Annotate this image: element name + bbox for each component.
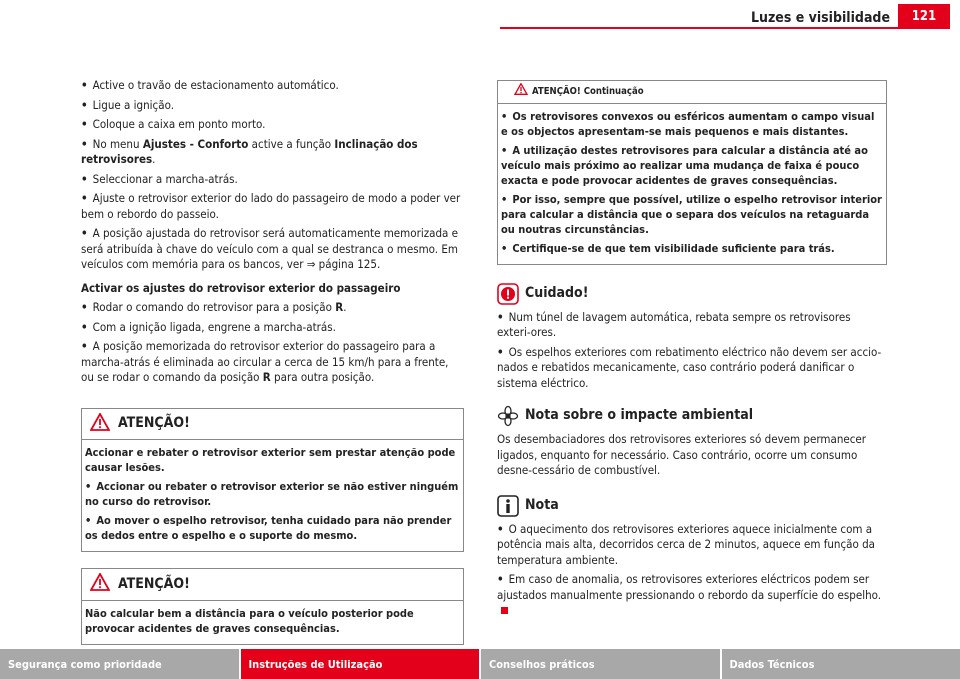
bullet-icon: • [81, 339, 88, 353]
note-heading [497, 495, 887, 517]
caution-heading [497, 283, 887, 305]
warning-header [82, 569, 463, 601]
caution-title: Cuidado! [525, 284, 589, 301]
warning-title: ATENÇÃO! Continuação [532, 86, 644, 97]
left-column [81, 78, 464, 645]
flower-icon [497, 405, 519, 427]
bullet-icon: • [497, 344, 504, 359]
bullet-icon: • [81, 226, 88, 240]
bullet-icon: • [497, 309, 504, 324]
bullet-icon: • [81, 78, 88, 92]
list-item: • Active o travão de estacionamento automático. [81, 78, 339, 92]
bullet-icon: • [497, 521, 504, 536]
list-item: • No menu Ajustes - Conforto active a função Inclinação dos retrovisores. [81, 136, 418, 166]
list-item: • Rodar o comando do retrovisor para a posição R. [81, 300, 347, 314]
page-number: 121 [898, 4, 950, 28]
right-column [497, 78, 887, 623]
tab-instrucoes[interactable]: Instruções de Utilização [241, 649, 480, 679]
bullet-icon: • [81, 171, 88, 186]
bullet-icon: • [501, 192, 508, 206]
list-item: • Ao mover o espelho retrovisor, tenha cuidado para não prender os dedos entre o espelho e o suporte do mesmo. [85, 514, 452, 542]
environment-text: Os desembaciadores dos retrovisores exteriores só devem permanecer ligados, enquanto for necessário. Caso contrário, ocorre um consumo desne-cessário de combustível. [497, 432, 867, 477]
warning-body [82, 601, 463, 644]
warning-intro: Accionar e rebater o retrovisor exterior sem prestar atenção pode causar lesões. [85, 446, 456, 474]
bullet-icon: • [81, 136, 88, 151]
environment-heading [497, 405, 887, 427]
bullet-icon: • [501, 143, 508, 157]
list-item: • Accionar ou rebater o retrovisor exterior se não estiver ninguém no curso do retrovisor. [85, 480, 459, 508]
list-item: • A posição memorizada do retrovisor exterior do passageiro para a marcha-atrás é eliminada ao circular a cerca de 15 km/h para a frente, ou se rodar o comando da posição R para outra posição. [81, 339, 449, 384]
footer-nav [0, 649, 960, 679]
caution-icon [497, 283, 519, 305]
warning-body [82, 440, 463, 551]
warning-box [81, 568, 464, 645]
bullet-icon: • [501, 109, 508, 123]
header-title: Luzes e visibilidade [750, 10, 890, 26]
warning-intro: Não calcular bem a distância para o veículo posterior pode provocar acidentes de graves consequências. [85, 606, 414, 635]
list-item: • Com a ignição ligada, engrene a marcha-atrás. [81, 319, 336, 334]
bullet-icon: • [81, 97, 88, 112]
info-icon [497, 495, 519, 517]
list-item: • Num túnel de lavagem automática, rebata sempre os retrovisores exteri-ores. [497, 309, 851, 339]
bullet-icon: • [501, 241, 508, 255]
warning-body [498, 104, 886, 264]
list-item: • Coloque a caixa em ponto morto. [81, 117, 266, 131]
tab-dados-tecnicos[interactable]: Dados Técnicos [722, 649, 960, 679]
list-item: • A posição ajustada do retrovisor será automaticamente memorizada e será atribuída à chave do veículo com a qual se destranca o mesmo. Em veículos com memória para os bancos, ver ⇒ página 125. [81, 226, 459, 271]
bullet-icon: • [85, 514, 92, 527]
bullet-icon: • [81, 191, 88, 205]
warning-triangle-icon [90, 413, 110, 436]
warning-triangle-icon [90, 573, 110, 596]
subheading: Activar os ajustes do retrovisor exterior do passageiro [81, 280, 401, 295]
warning-triangle-icon [514, 83, 528, 101]
list-item: • Os retrovisores convexos ou esféricos aumentam o campo visual e os objectos apresentam-se mais pequenos e mais distantes. [501, 109, 875, 138]
list-item: • Ligue a ignição. [81, 97, 174, 112]
list-item: • Seleccionar a marcha-atrás. [81, 171, 238, 186]
bullet-icon: • [81, 319, 88, 334]
bullet-icon: • [81, 117, 88, 131]
environment-title: Nota sobre o impacte ambiental [525, 407, 754, 424]
warning-title: ATENÇÃO! [118, 415, 190, 431]
end-marker [501, 607, 508, 614]
bullet-icon: • [85, 480, 92, 493]
list-item: • Em caso de anomalia, os retrovisores exteriores eléctricos podem ser ajustados manualmente pressionando o rebordo da superfície do espelho. [497, 572, 887, 619]
warning-title: ATENÇÃO! [118, 575, 190, 592]
warning-header [82, 409, 463, 441]
list-item: • Por isso, sempre que possível, utilize o espelho retrovisor interior para calcular a distância que o separa dos veículos na retaguarda ou noutras circunstâncias. [501, 192, 882, 236]
list-item: • Ajuste o retrovisor exterior do lado do passageiro de modo a poder ver bem o rebordo do passeio. [81, 191, 461, 221]
bullet-icon: • [81, 300, 88, 314]
bullet-icon: • [497, 572, 504, 586]
list-item: • Certifique-se de que tem visibilidade suficiente para trás. [501, 241, 835, 255]
note-title: Nota [525, 496, 559, 513]
header-rule [500, 27, 950, 29]
list-item: • A utilização destes retrovisores para calcular a distância até ao veículo mais próximo ao realizar uma mudança de faixa é pouco exacta e pode provocar acidentes de graves consequências. [501, 143, 868, 187]
tab-conselhos[interactable]: Conselhos práticos [481, 649, 720, 679]
warning-continued-box [497, 80, 887, 265]
list-item: • O aquecimento dos retrovisores exteriores aquece inicialmente com a potência mais alta, decorridos cerca de 2 minutos, aquece em função da temperatura ambiente. [497, 521, 876, 567]
warning-header [498, 81, 886, 104]
tab-seguranca[interactable]: Segurança como prioridade [0, 649, 239, 679]
warning-box [81, 408, 464, 553]
list-item: • Os espelhos exteriores com rebatimento eléctrico não devem ser accio-nados e rebatidos mecanicamente, caso contrário poderá danificar o sistema eléctrico. [497, 344, 882, 390]
